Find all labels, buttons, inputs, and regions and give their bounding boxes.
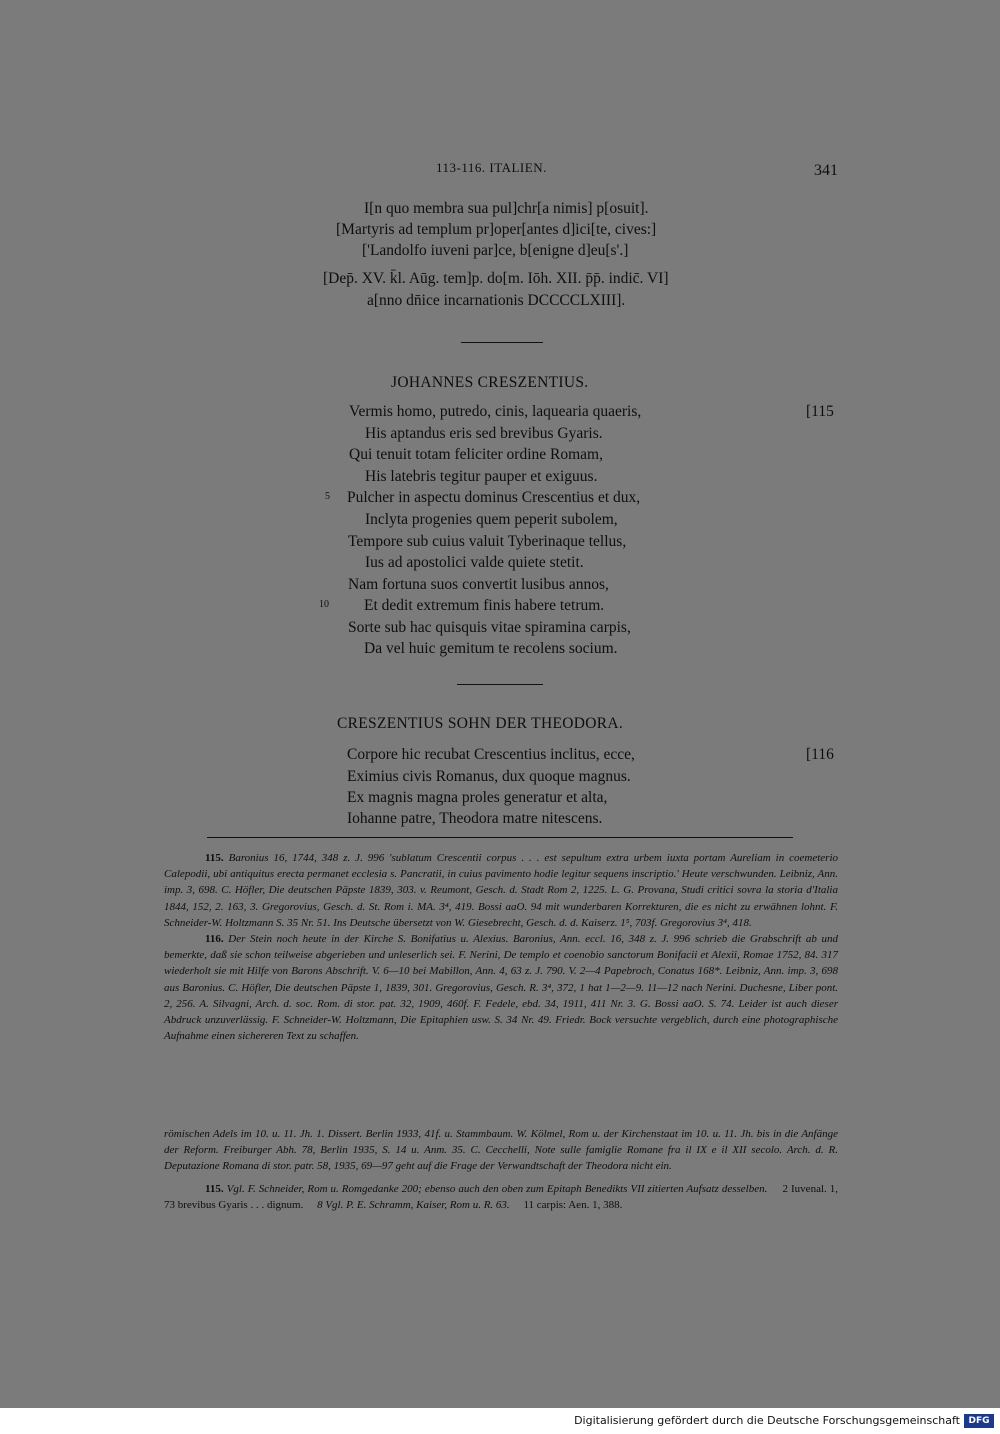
section-divider — [461, 342, 543, 343]
verse-line: Nam fortuna suos convertit lusibus annos, — [348, 576, 609, 593]
footnote-116: 116. Der Stein noch heute in der Kirche S. Bonifatius u. Alexius. Baronius, Ann. eccl. 16, 348 z. J. 996 schrieb die Grabschrift ab und bemerkte, daß sie schon teilweise abgerieben und unleserlich sei. F. Nerini, De templo et coenobio sanctorum Bonifacii et Alexii, Romae 1752, 84. 317 wiederholt sie mit Hilfe von Barons Abschrift. V. 6—10 bei Mabillon, Ann. 4, 63 z. J. 790. V. 2—4 Papebroch, Conatus 168*. Leibniz, Ann. imp. 3, 698 aus Baronius. C. Höfler, Die deutschen Päpste 1, 1839, 301. Gregorovius, Gesch. R. 3⁴, 372, 1 hat 1—2—9. 11—12 nach Nerini. Duchesne, Liber pont. 2, 256. A. Silvagni, Arch. d. soc. Rom. di stor. pat. 32, 1909, 460f. F. Fedele, ebd. 34, 1911, 411 Nr. 3. G. Bossi aaO. S. 74. Leider ist auch dieser Abdruck unzuverlässig. F. Schneider-W. Holtzmann, Die Epitaphien usw. S. 34 Nr. 49. Friedr. Bock versuchte vergeblich, durch eine photographische Aufnahme einen sichereren Text zu schaffen. — [164, 933, 839, 1043]
verse-line: Iohanne patre, Theodora matre nitescens. — [347, 810, 603, 827]
verse-line: Ex magnis magna proles generatur et alta, — [347, 789, 608, 806]
verse-line: Da vel huic gemitum te recolens socium. — [364, 640, 618, 657]
line-number: 10 — [319, 599, 329, 610]
verse-line: Qui tenuit totam feliciter ordine Romam, — [349, 446, 603, 463]
footnote-rule — [207, 837, 793, 838]
verse-line: Sorte sub hac quisquis vitae spiramina carpis, — [348, 619, 631, 636]
dfg-logo: DFG — [964, 1414, 994, 1428]
footnotes-block — [164, 850, 838, 1044]
footnote-115: 115. Baronius 16, 1744, 348 z. J. 996 'sublatum Crescentii corpus . . . est sepultum extra urbem iuxta portam Aureliam in coemeterio Calepodii, ubi antiquitus erecta permanet ecclesia s. Pancratii, in cuius pavimento hodie legitur sequens inscriptio.' Heute verschwunden. Leibniz, Ann. imp. 3, 698. C. Höfler, Die deutschen Päpste 1839, 303. v. Reumont, Gesch. d. Stadt Rom 2, 1225. L. G. Provana, Studi critici sovra la storia d'Italia 1844, 152, 2. 163, 3. Gregorovius, Gesch. d. St. Rom i. MA. 3⁴, 419. Bossi aaO. 94 mit wunderbaren Korrekturen, die es nicht zu erwähnen lohnt. F. Schneider-W. Holtzmann S. 35 Nr. 51. Ins Deutsche übersetzt von W. Giesebrecht, Gesch. d. d. Kaiserz. 1⁵, 703f. Gregorovius 3⁴, 418. — [164, 852, 838, 929]
inscription-ref: [116 — [806, 746, 834, 763]
page-number: 341 — [814, 162, 838, 179]
line-number: 5 — [325, 491, 330, 502]
verse-line: [Martyris ad templum pr]oper[antes d]ici[te, cives:] — [336, 221, 657, 238]
verse-line: [Dep̄. XV. k̄l. Aūg. tem]p. do[m. Iōh. XII. p̄p̄. indic̄. VI] — [323, 270, 669, 287]
verse-line: Tempore sub cuius valuit Tyberinaque tellus, — [348, 533, 627, 550]
verse-line: Et dedit extremum finis habere tetrum. — [364, 597, 605, 614]
footer-bar — [0, 1408, 1000, 1434]
footnote-continuation: römischen Adels im 10. u. 11. Jh. 1. Dissert. Berlin 1933, 41f. u. Stammbaum. W. Kölmel, Rom u. der Kirchenstaat im 10. u. 11. Jh. bis in die Anfänge der Reform. Freiburger Abh. 78, Berlin 1935, S. 14 u. Anm. 35. C. Cecchelli, Note sulle famiglie Romane fra il IX e il XII secolo. Arch. d. R. Deputazione Romana di stor. patr. 58, 1935, 69—97 geht auf die Frage der Verwandtschaft der Theodora nicht ein. — [164, 1128, 838, 1173]
verse-line: His aptandus eris sed brevibus Gyaris. — [365, 425, 603, 442]
section-title: JOHANNES CRESZENTIUS. — [391, 374, 589, 391]
verse-line: Eximius civis Romanus, dux quoque magnus. — [347, 768, 631, 785]
verse-line: a[nno dn̄ice incarnationis DCCCCLXIII]. — [367, 292, 626, 309]
verse-line: Vermis homo, putredo, cinis, laquearia quaeris, — [349, 403, 642, 420]
verse-line: His latebris tegitur pauper et exiguus. — [365, 468, 598, 485]
verse-line: Corpore hic recubat Crescentius inclitus, ecce, — [347, 746, 635, 763]
apparatus-115: 115. Vgl. F. Schneider, Rom u. Romgedanke 200; ebenso auch den oben zum Epitaph Benedikts VII zitierten Aufsatz desselben. 2 Iuvenal. 1, 73 brevibus Gyaris . . . dignum. 8 Vgl. P. E. Schramm, Kaiser, Rom u. R. 63. 11 carpis: Aen. 1, 388. — [164, 1182, 839, 1211]
section-divider — [457, 684, 543, 685]
footer-credit: Digitalisierung gefördert durch die Deutsche Forschungsgemeinschaft — [574, 1414, 960, 1427]
section-title: CRESZENTIUS SOHN DER THEODORA. — [337, 715, 624, 732]
inscription-ref: [115 — [806, 403, 834, 420]
verse-line: I[n quo membra sua pul]chr[a nimis] p[osuit]. — [364, 200, 649, 217]
verse-line: Pulcher in aspectu dominus Crescentius et dux, — [347, 489, 641, 506]
footnotes-continued — [164, 1126, 838, 1213]
verse-line: Ius ad apostolici valde quiete stetit. — [365, 554, 584, 571]
verse-line: ['Landolfo iuveni par]ce, b[enigne d]eu[s'.] — [362, 242, 629, 259]
running-header: 113-116. ITALIEN. — [436, 160, 547, 175]
verse-line: Inclyta progenies quem peperit subolem, — [365, 511, 618, 528]
